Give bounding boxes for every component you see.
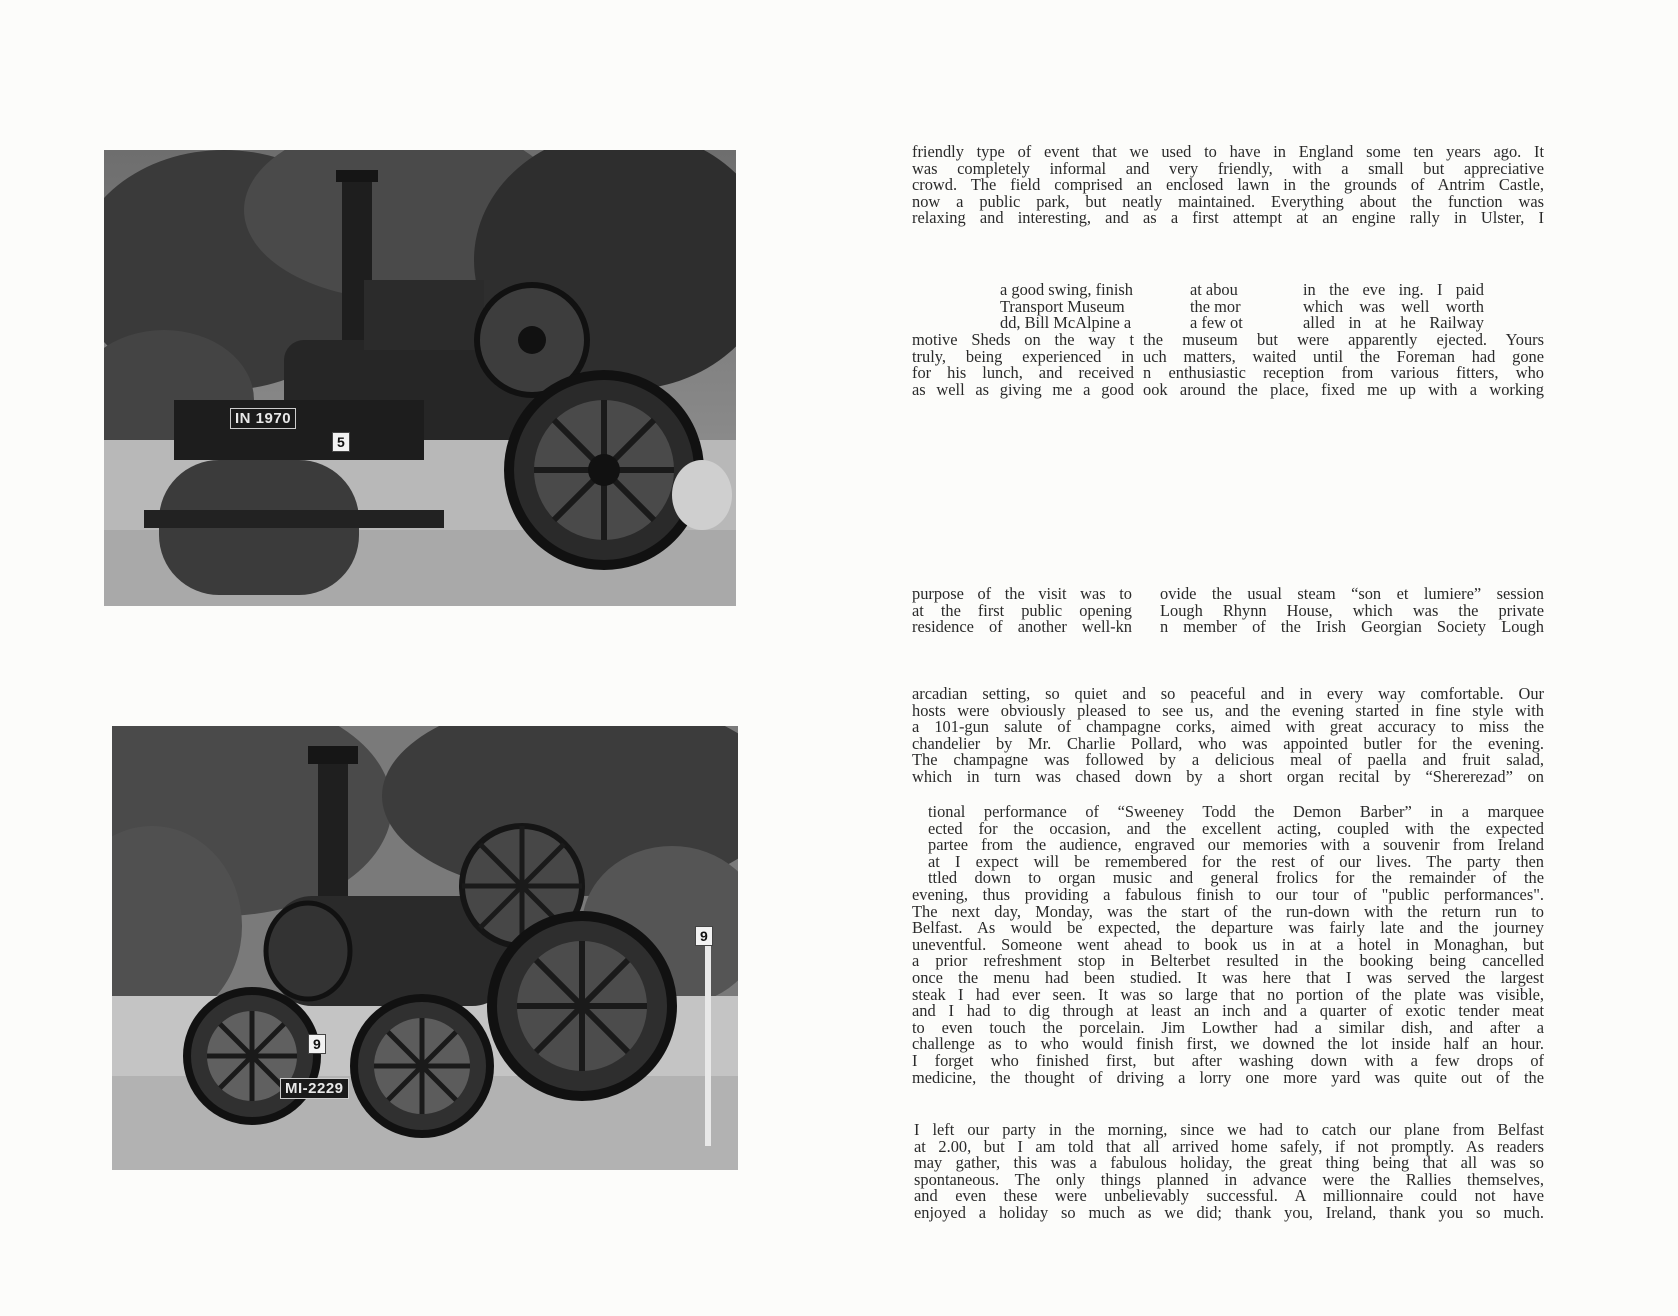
fragment-column-1: a good swing, finish Transport Museum dd, Bill McAlpine a [1000, 280, 1133, 333]
rally-number-tag: 9 [308, 1034, 326, 1054]
photo-steam-roller [104, 150, 736, 606]
paragraph-rally-description: friendly type of event that we used to have in England some ten years ago. It was completely informal and very friendly, with a small but appreciative crowd. The field comprised an enclosed lawn in the grounds of Antrim Castle, now a public park, but neatly maintained. Everything about the function was relaxing and interesting, and as a first attempt at an engine rally in Ulster, I [912, 142, 1544, 228]
rally-number-tag: 5 [332, 432, 350, 452]
photo-traction-engine [112, 726, 738, 1170]
steam-roller-illustration [104, 150, 736, 606]
paragraph-museum-right: the museum but were apparently ejected. Yours uch matters, waited until the Foreman had gone n enthusiastic reception from various fitters, who ook around the place, fixed me up with a working [1143, 330, 1544, 399]
registration-plate: MI-2229 [280, 1078, 349, 1099]
registration-plate: IN 1970 [230, 408, 296, 429]
traction-engine-illustration [112, 726, 738, 1170]
paragraph-visit-right: ovide the usual steam “son et lumiere” session Lough Rhynn House, which was the private n member of the Irish Georgian Society Lough [1160, 584, 1544, 637]
paragraph-closing: I left our party in the morning, since we had to catch our plane from Belfast at 2.00, but I am told that all arrived home safely, if not promptly. As readers may gather, this was a fabulous holiday, the great thing being that all was so spontaneous. The only things planned in advance were the Rallies themselves, and even these were unbelievably successful. A millionnaire could not have enjoyed a holiday so much as we did; thank you, Ireland, thank you so much. [914, 1120, 1544, 1222]
fragment-column-2: at abou the mor a few ot [1190, 280, 1243, 333]
paragraph-museum-left: motive Sheds on the way t truly, being experienced in for his lunch, and received as well as giving me a good [912, 330, 1134, 399]
paragraph-return-journey: evening, thus providing a fabulous finish to our tour of "public performances". The next day, Monday, was the start of the run-down with the return run to Belfast. As would be expected, the departure was fairly late and the journey uneventful. Someone went ahead to book us in at a hotel in Monaghan, but a prior refreshment stop in Belterbet resulted in the booking being cancelled once the menu had been studied. It was here that I was served the largest steak I had ever seen. It was so large that no portion of the plate was visible, and I had to dig through at least an inch and a quarter of exotic tender meat to even touch the porcelain. Jim Lowther had a similar dish, and after a challenge as to who would finish first, we downed the lot inside half an hour. I forget who finished first, but after washing down with a few drops of medicine, the thought of driving a lorry one more yard was quite out of the [912, 885, 1544, 1087]
paragraph-arcadian-setting: arcadian setting, so quiet and so peaceful and in every way comfortable. Our hosts were obviously pleased to see us, and the evening started in fine style with a 101-gun salute of champagne corks, aimed with great accuracy to miss the chandelier by Mr. Charlie Pollard, who was appointed butler for the evening. The champagne was followed by a delicious meal of paella and fruit salad, which in turn was chased down by a short organ recital by “Shererezad” on [912, 684, 1544, 786]
fragment-column-3: in the eve ing. I paid which was well worth alled in at he Railway [1303, 280, 1484, 333]
paragraph-visit-left: purpose of the visit was to at the first public opening residence of another well-kn [912, 584, 1132, 637]
paragraph-sweeney-todd: tional performance of “Sweeney Todd the Demon Barber” in a marquee ected for the occasion, and the excellent acting, coupled with the expected partee from the audience, engraved our memories with a souvenir from Ireland at I expect will be remembered for the rest of our lives. The party then ttled down to organ music and general frolics for the remainder of the [928, 802, 1544, 888]
rally-post-number: 9 [695, 926, 713, 946]
